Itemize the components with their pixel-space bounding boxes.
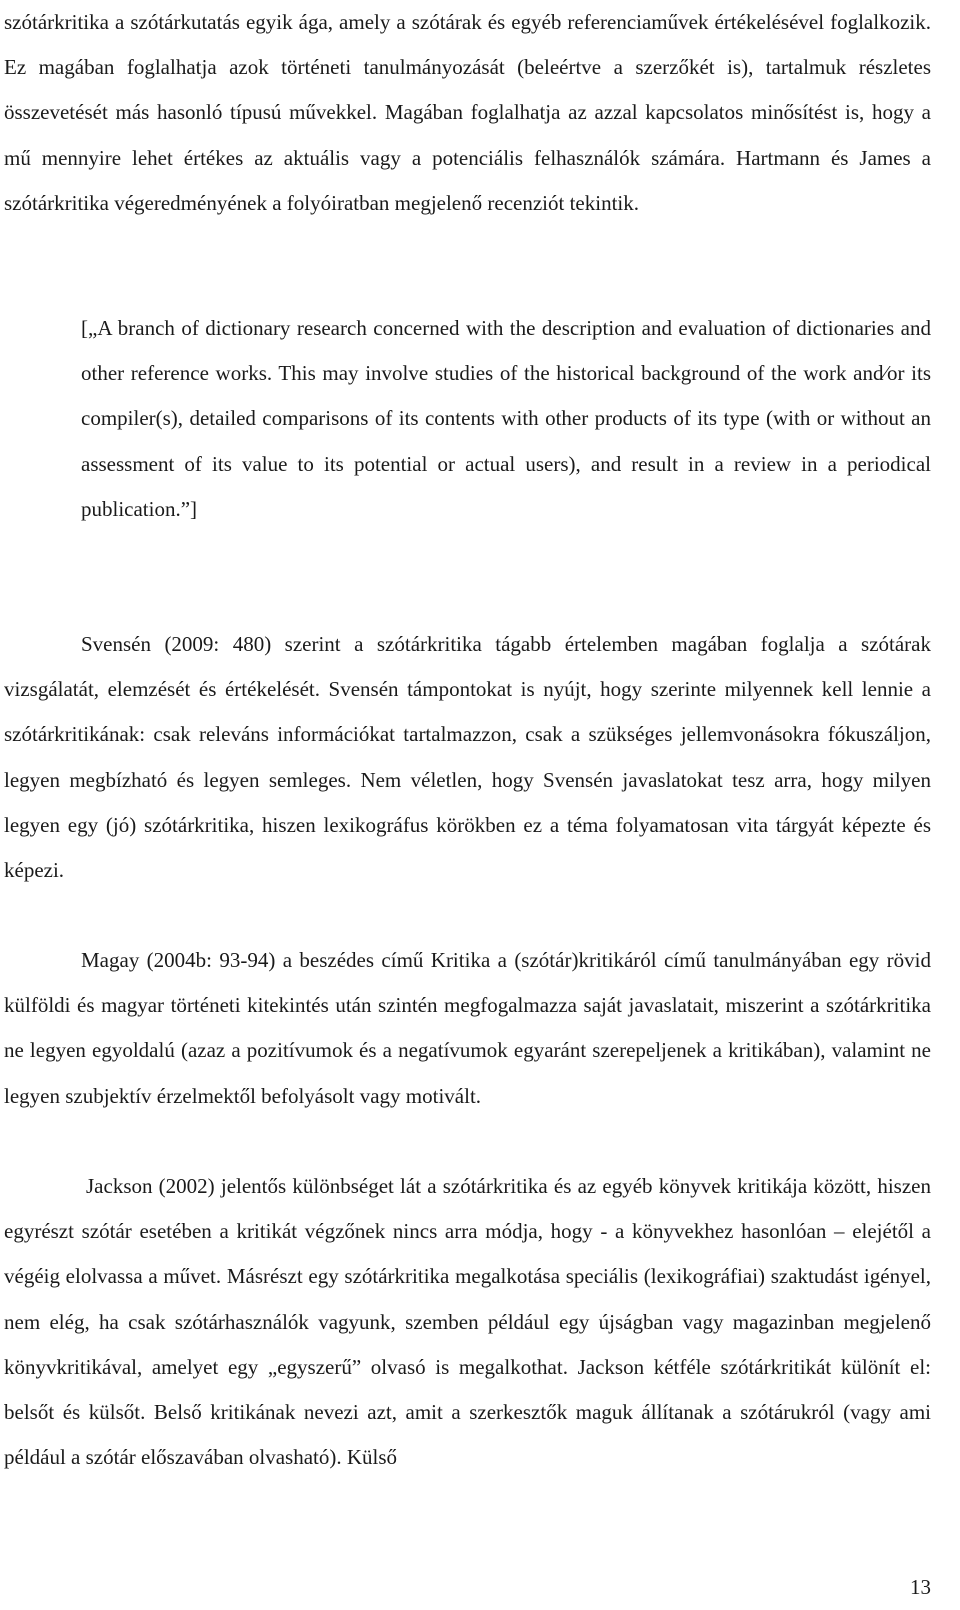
paragraph-jackson: Jackson (2002) jelentős különbséget lát a szótárkritika és az egyéb könyvek kritikája között, hiszen egyrészt szótár esetében a kritikát végzőnek nincs arra módja, hogy - a könyvekhez hasonlóan – elejétől a végéig elolvassa a művet. Másrészt egy szótárkritika megalkotása speciális (lexikográfiai) szaktudást igényel, nem elég, ha csak szótárhasználók vagyunk, szemben például egy újságban vagy magazinban megjelenő könyvkritikával, amelyet egy „egyszerű” olvasó is megalkothat. Jackson kétféle szótárkritikát különít el: belsőt és külsőt. Belső kritikának nevezi azt, amit a szerkesztők maguk állítanak a szótárukról (vagy ami például a szótár előszavában olvasható). Külső (4, 1174, 931, 1470)
paragraph-definition: szótárkritika a szótárkutatás egyik ága, amely a szótárak és egyéb referenciaművek értékelésével foglalkozik. Ez magában foglalhatja azok történeti tanulmányozását (beleértve a szerzőkét is), tartalmuk részletes összevetését más hasonló típusú művekkel. Magában foglalhatja az azzal kapcsolatos minősítést is, hogy a mű mennyire lehet értékes az aktuális vagy a potenciális felhasználók számára. Hartmann és James a szótárkritika végeredményének a folyóiratban megjelenő recenziót tekintik. (4, 10, 931, 215)
block-quote-english: [„A branch of dictionary research concerned with the description and evaluation of dictionaries and other reference works. This may involve studies of the historical background of the work and⁄or its compiler(s), detailed comparisons of its contents with other products of its type (with or without an assessment of its value to its potential or actual users), and result in a review in a periodical publication.”] (81, 316, 931, 521)
page-number: 13 (910, 1575, 931, 1599)
paragraph-magay: Magay (2004b: 93-94) a beszédes című Kritika a (szótár)kritikáról című tanulmányában egy rövid külföldi és magyar történeti kitekintés után szintén megfogalmazza saját javaslatait, miszerint a szótárkritika ne legyen egyoldalú (azaz a pozitívumok és a negatívumok egyaránt szerepeljenek a kritikában), valamint ne legyen szubjektív érzelmektől befolyásolt vagy motivált. (4, 948, 931, 1108)
paragraph-svensen: Svensén (2009: 480) szerint a szótárkritika tágabb értelemben magában foglalja a szótárak vizsgálatát, elemzését és értékelését. Svensén támpontokat is nyújt, hogy szerinte milyennek kell lennie a szótárkritikának: csak releváns információkat tartalmazzon, csak a szükséges jellemvonásokra fókuszáljon, legyen megbízható és legyen semleges. Nem véletlen, hogy Svensén javaslatokat tesz arra, hogy milyen legyen egy (jó) szótárkritika, hiszen lexikográfus körökben ez a téma folyamatosan vita tárgyát képezte és képezi. (4, 632, 931, 883)
document-page (4, 0, 931, 1610)
